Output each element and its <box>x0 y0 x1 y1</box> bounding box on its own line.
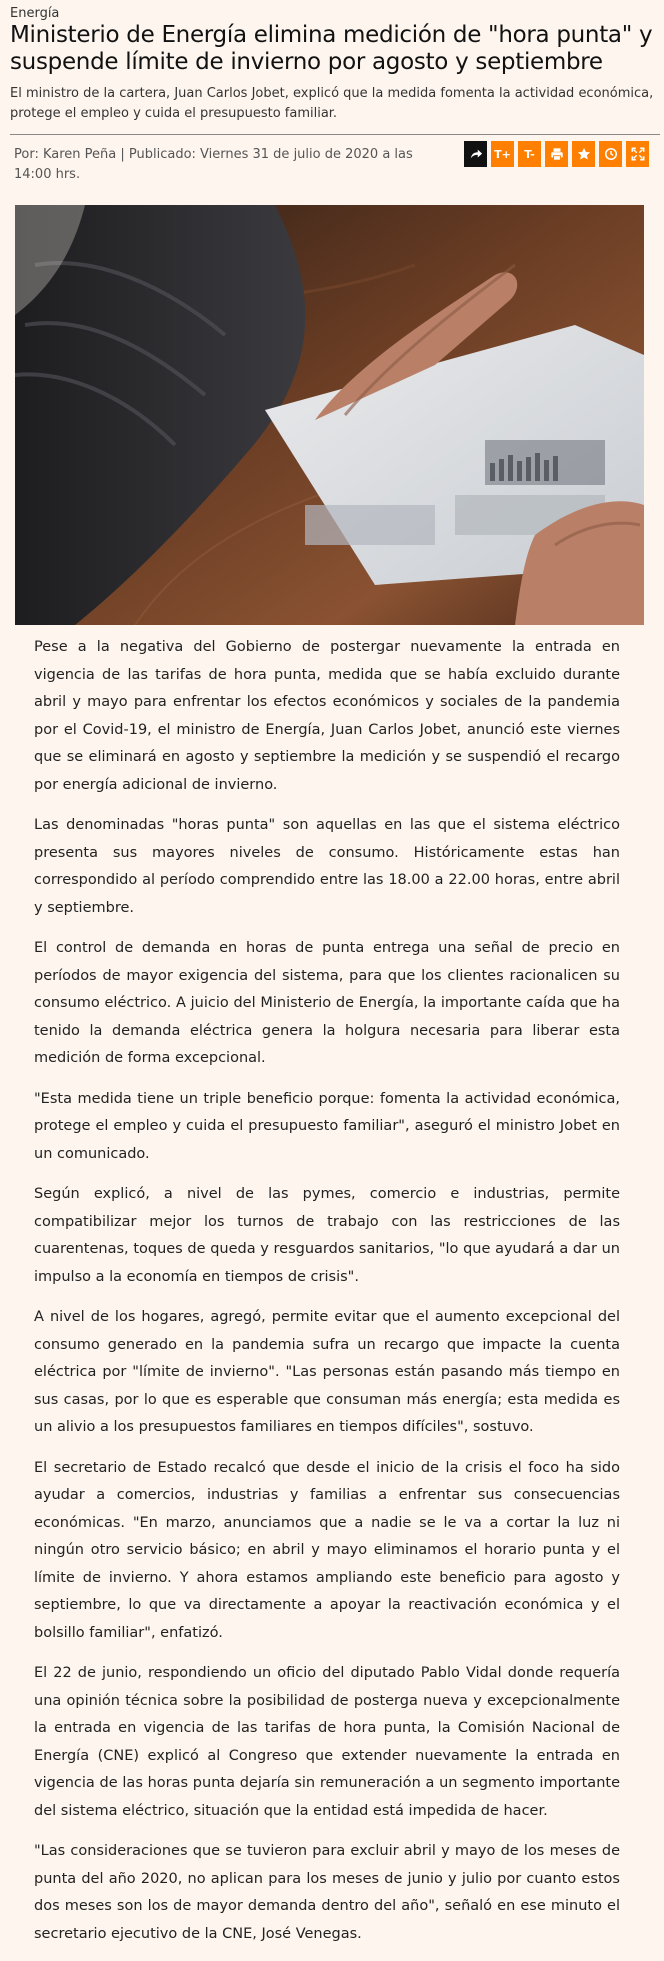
article-headline: Ministerio de Energía elimina medición de "hora punta" y suspende límite de invierno por agosto y septiembre <box>10 22 653 75</box>
article-byline: Por: Karen Peña | Publicado: Viernes 31 de julio de 2020 a las 14:00 hrs. <box>14 147 413 182</box>
body-paragraph: El secretario de Estado recalcó que desde el inicio de la crisis el foco ha sido ayudar a comercios, industrias y familias a enfrentar sus consecuencias económicas. "En marzo, anunciamos que a nadie se le va a cortar la luz ni ningún otro servicio básico; en abril y mayo eliminamos el horario punta y el límite de invierno. Y ahora estamos ampliando este beneficio para agosto y septiembre, lo que va directamente a apoyar la reactivación económica y el bolsillo familiar", enfatizó. <box>34 1459 620 1641</box>
article-photo <box>15 205 644 625</box>
print-button[interactable] <box>545 141 568 167</box>
fullscreen-button[interactable] <box>626 141 649 167</box>
body-paragraph: Las denominadas "horas punta" son aquellas en las que el sistema eléctrico presenta sus mayores niveles de consumo. Históricamente estas han correspondido al período comprendido entre las 18.00 a 22.00 horas, entre abril y septiembre. <box>34 817 620 916</box>
history-button[interactable] <box>599 141 622 167</box>
printer-icon <box>550 147 564 161</box>
body-paragraph: Pese a la negativa del Gobierno de postergar nuevamente la entrada en vigencia de las tarifas de hora punta, medida que se había excluido durante abril y mayo para enfrentar los efectos económicos y sociales de la pandemia por el Covid-19, el ministro de Energía, Juan Carlos Jobet, anunció este viernes que se eliminará en agosto y septiembre la medición y se suspendió el recargo por energía adicional de invierno. <box>34 639 620 793</box>
body-paragraph: Según explicó, a nivel de las pymes, comercio e industrias, permite compatibilizar mejor los turnos de trabajo con las restricciones de las cuarentenas, toques de queda y resguardos sanitarios, "lo que ayudará a dar un impulso a la economía en tiempos de crisis". <box>34 1186 620 1285</box>
body-paragraph: El control de demanda en horas de punta entrega una señal de precio en períodos de mayor exigencia del sistema, para que los clientes racionalicen su consumo eléctrico. A juicio del Ministerio de Energía, la importante caída que ha tenido la demanda eléctrica genera la holgura necesaria para liberar esta medición de forma excepcional. <box>34 940 620 1066</box>
body-paragraph: "Esta medida tiene un triple beneficio porque: fomenta la actividad económica, protege el empleo y cuida el presupuesto familiar", aseguró el ministro Jobet en un comunicado. <box>34 1090 620 1162</box>
favorite-button[interactable] <box>572 141 595 167</box>
article-lead: El ministro de la cartera, Juan Carlos Jobet, explicó que la medida fomenta la actividad económica, protege el empleo y cuida el presupuesto familiar. <box>10 86 654 121</box>
star-icon <box>577 147 591 161</box>
body-paragraph: El 22 de junio, respondiendo un oficio del diputado Pablo Vidal donde requería una opinión técnica sobre la posibilidad de posterga nueva y excepcionalmente la entrada en vigencia de las tarifas de hora punta, la Comisión Nacional de Energía (CNE) explicó al Congreso que extender nuevamente la entrada en vigencia de las horas punta dejaría sin remuneración a un segmento importante del sistema eléctrico, situación que la entidad está impedida de hacer. <box>34 1665 620 1819</box>
share-button[interactable] <box>464 141 487 167</box>
expand-icon <box>631 147 645 161</box>
divider <box>10 134 660 135</box>
section-label[interactable]: Energía <box>10 6 60 21</box>
body-paragraph: A nivel de los hogares, agregó, permite evitar que el aumento excepcional del consumo generado en la pandemia sufra un recargo que impacte la cuenta eléctrica por "límite de invierno". "Las personas están pasando más tiempo en sus casas, por lo que es esperable que consuman más energía; esta medida es un alivio a los presupuestos familiares en tiempos difíciles", sostuvo. <box>34 1309 620 1435</box>
share-arrow-icon <box>469 147 483 161</box>
article-toolbar <box>464 141 649 167</box>
article-body <box>34 634 620 1961</box>
increase-font-button[interactable]: T+ <box>491 141 514 167</box>
body-paragraph: "Las consideraciones que se tuvieron para excluir abril y mayo de los meses de punta del año 2020, no aplican para los meses de junio y julio por cuanto estos dos meses son los de mayor demanda dentro del año", señaló en ese minuto el secretario ejecutivo de la CNE, José Venegas. <box>34 1843 620 1942</box>
electricity-bill-photo <box>15 205 644 625</box>
decrease-font-button[interactable]: T- <box>518 141 541 167</box>
clock-icon <box>604 147 618 161</box>
